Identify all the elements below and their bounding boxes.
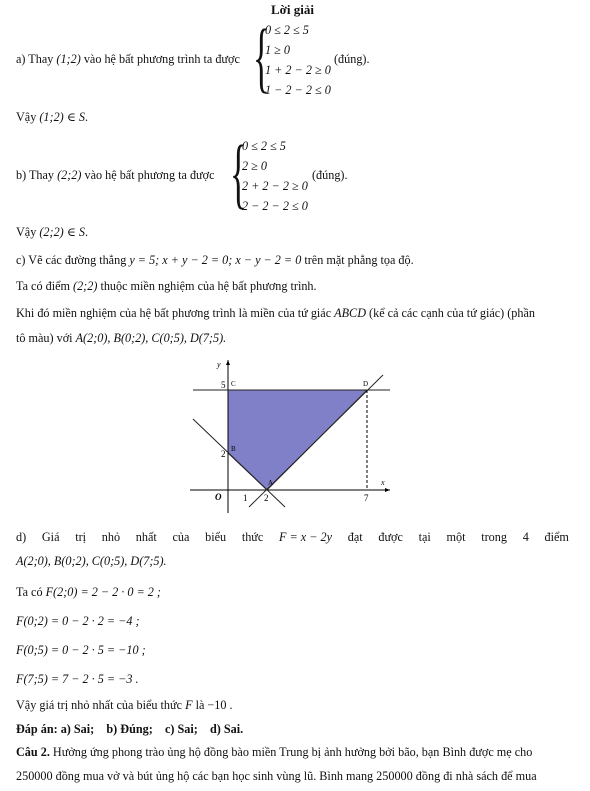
part-c-line-3 bbox=[16, 306, 535, 321]
conclusion-prefix: Vậy bbox=[16, 225, 37, 239]
part-b-lead: b) Thay bbox=[16, 168, 55, 182]
part-a-system bbox=[253, 13, 345, 102]
point-label: A bbox=[268, 479, 274, 487]
word: nhất bbox=[135, 530, 157, 544]
part-b-point: (2;2) bbox=[57, 168, 82, 182]
conclusion-math: (1;2) ∈ S bbox=[39, 110, 85, 124]
part-a-lead: a) Thay bbox=[16, 52, 54, 66]
conclusion-prefix: Vậy bbox=[16, 110, 37, 124]
text: Vậy giá trị nhỏ nhất của biểu thức bbox=[16, 698, 183, 712]
system-row: 0 ≤ 2 ≤ 5 bbox=[242, 139, 286, 153]
region-abcd bbox=[228, 390, 367, 490]
word: Giá bbox=[41, 530, 60, 544]
system-row: 0 ≤ 2 ≤ 5 bbox=[265, 23, 309, 37]
text: tô màu) với bbox=[16, 331, 73, 345]
word: đạt bbox=[347, 530, 363, 544]
part-a-mid: vào hệ bất phương trình ta được bbox=[83, 52, 240, 66]
math: A(2;0), B(0;2), C(0;5), D(7;5). bbox=[75, 331, 227, 345]
tick-label-x: 2 bbox=[264, 493, 269, 503]
word: điểm bbox=[544, 530, 569, 544]
part-b-intro bbox=[16, 168, 215, 183]
part-a-conclusion bbox=[16, 110, 88, 125]
part-d-line-1 bbox=[16, 530, 569, 545]
part-a-intro bbox=[16, 52, 240, 67]
part-d-points: A(2;0), B(0;2), C(0;5), D(7;5). bbox=[16, 554, 167, 568]
system-row: 2 − 2 − 2 ≤ 0 bbox=[242, 199, 308, 213]
part-d-calc-3: F(0;5) = 0 − 2 · 5 = −10 ; bbox=[16, 643, 146, 657]
axis-y-label: y bbox=[217, 360, 221, 369]
word: biểu bbox=[205, 530, 227, 544]
y-arrow-icon bbox=[226, 360, 230, 365]
part-d-calc-2: F(0;2) = 0 − 2 · 2 = −4 ; bbox=[16, 614, 140, 628]
text: là bbox=[195, 698, 205, 712]
math: F = x − 2y bbox=[279, 530, 333, 544]
part-c-line-4 bbox=[16, 331, 226, 346]
math: F bbox=[185, 698, 193, 712]
part-c-line-1 bbox=[16, 253, 414, 268]
word: trị bbox=[75, 530, 87, 544]
word: một bbox=[446, 530, 466, 544]
x-arrow-icon bbox=[385, 488, 390, 492]
text: c) Vẽ các đường thẳng bbox=[16, 253, 127, 267]
part-d-result bbox=[16, 698, 233, 713]
math: −10 . bbox=[207, 698, 233, 712]
part-b-verdict: (đúng). bbox=[312, 168, 348, 182]
answer-line: Đáp án: a) Sai; b) Đúng; c) Sai; d) Sai. bbox=[16, 722, 244, 736]
part-d-calc-4: F(7;5) = 7 − 2 · 5 = −3 . bbox=[16, 672, 139, 686]
word: trong bbox=[481, 530, 507, 544]
brace-icon: { bbox=[253, 13, 270, 100]
math: (2;2) bbox=[73, 279, 98, 293]
page-title: Lời giải bbox=[271, 2, 314, 17]
system-row: 1 + 2 − 2 ≥ 0 bbox=[265, 63, 331, 77]
part-d-calc-1 bbox=[16, 585, 161, 600]
text: (kể cả các cạnh của tứ giác) (phần bbox=[369, 306, 536, 320]
system-row: 2 ≥ 0 bbox=[242, 159, 267, 173]
part-b-system bbox=[230, 129, 322, 218]
math: ABCD bbox=[334, 306, 366, 320]
part-b-conclusion bbox=[16, 225, 88, 240]
text: Ta có điểm bbox=[16, 279, 70, 293]
point-label: B bbox=[231, 445, 236, 453]
word: d) bbox=[16, 530, 27, 544]
part-a-verdict: (đúng). bbox=[334, 52, 370, 66]
math: F(2;0) = 2 − 2 · 0 = 2 ; bbox=[45, 585, 161, 599]
word: 4 bbox=[522, 530, 529, 544]
part-c-line-2 bbox=[16, 279, 317, 294]
feasible-region-graph bbox=[185, 355, 395, 515]
text: thuộc miền nghiệm của hệ bất phương trình. bbox=[100, 279, 317, 293]
word: nhỏ bbox=[101, 530, 121, 544]
word: được bbox=[378, 530, 403, 544]
point-label: D bbox=[363, 380, 369, 388]
conclusion-end: . bbox=[84, 225, 88, 239]
text: Khi đó miền nghiệm của hệ bất phương trình là miền của tứ giác bbox=[16, 306, 332, 320]
tick-label-y: 2 bbox=[221, 449, 226, 459]
system-row: 1 ≥ 0 bbox=[265, 43, 290, 57]
conclusion-end: . bbox=[84, 110, 88, 124]
tick-label-x: 7 bbox=[364, 493, 369, 503]
question-2-line-1 bbox=[16, 745, 532, 760]
part-a-point: (1;2) bbox=[56, 52, 81, 66]
part-b-mid: vào hệ bất phương ta được bbox=[84, 168, 215, 182]
conclusion-math: (2;2) ∈ S bbox=[39, 225, 85, 239]
math: y = 5; x + y − 2 = 0; x − y − 2 = 0 bbox=[129, 253, 302, 267]
tick-label-y: 5 bbox=[221, 380, 226, 390]
system-row: 1 − 2 − 2 ≤ 0 bbox=[265, 83, 331, 97]
word: của bbox=[172, 530, 190, 544]
text: Hưởng ứng phong trào ủng hộ đồng bào miền Trung bị ảnh hưởng bởi bão, bạn Bình được mẹ cho bbox=[52, 745, 533, 759]
axis-x-label: x bbox=[381, 478, 385, 487]
system-row: 2 + 2 − 2 ≥ 0 bbox=[242, 179, 308, 193]
word: tại bbox=[418, 530, 431, 544]
text: trên mặt phẳng tọa độ. bbox=[304, 253, 414, 267]
word: thức bbox=[241, 530, 264, 544]
tick-label-x: 1 bbox=[243, 493, 248, 503]
brace-icon: { bbox=[230, 129, 247, 216]
origin-label: O bbox=[215, 492, 222, 502]
question-2-line-2: 250000 đồng mua vở và bút ủng hộ các bạn học sinh vùng lũ. Bình mang 250000 đồng đi nhà sách để mua bbox=[16, 769, 537, 783]
question-label: Câu 2. bbox=[16, 745, 50, 759]
point-label: C bbox=[231, 380, 236, 388]
text: Ta có bbox=[16, 585, 43, 599]
